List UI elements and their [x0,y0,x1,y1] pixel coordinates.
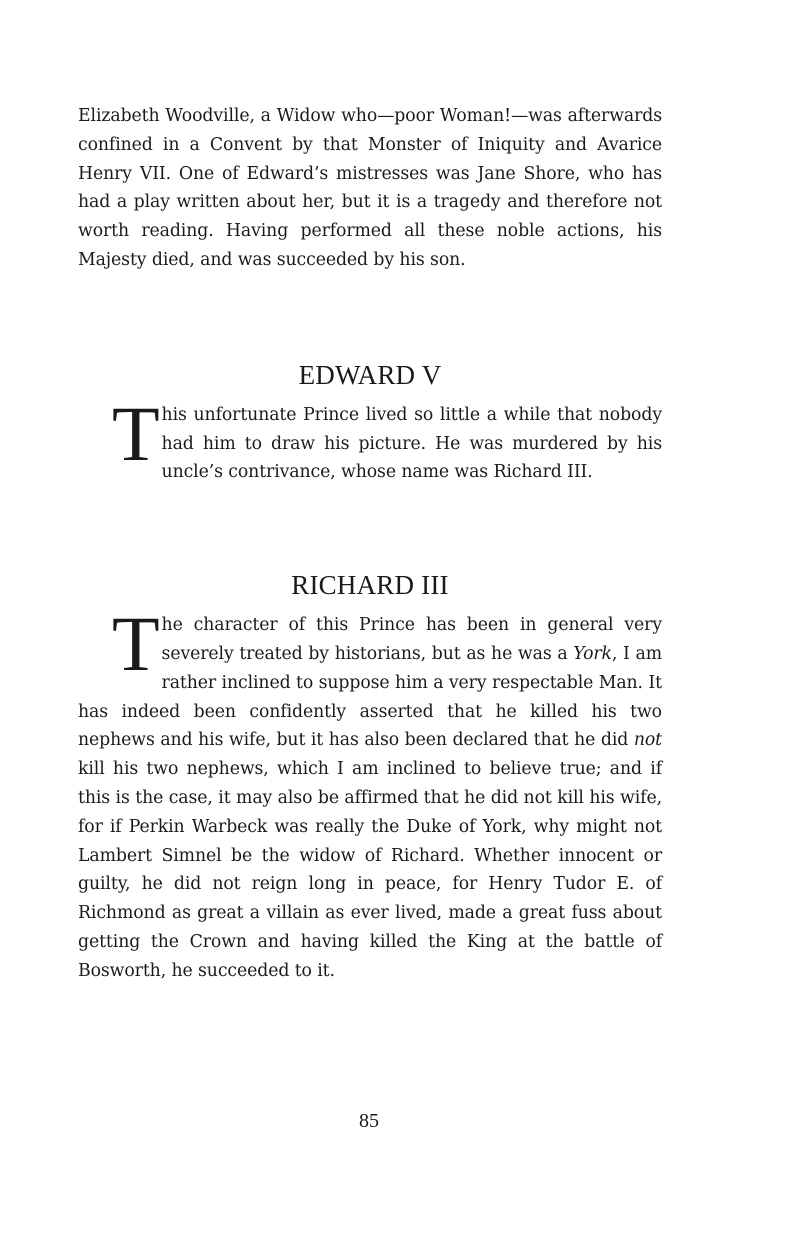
page-body [78,102,662,986]
edward-v-paragraph [78,389,662,487]
richard-iii-paragraph [78,600,662,985]
richard-iii-text-part-2: , I am rather inclined to suppose him a very respectable Man. It has indeed been confidently asserted that he killed his two nephews and his wife, but it has also been declared that he did [78,643,662,751]
richard-iii-text-part-3: kill his two nephews, which I am inclined to believe true; and if this is the case, it may also be affirmed that he did not kill his wife, for if Perkin Warbeck was really the Duke of York, why might not Lambert Simnel be the widow of Richard. Whether innocent or guilty, he did not reign long in peace, for Henry Tudor E. of Richmond as great a villain as ever lived, made a great fuss about getting the Crown and having killed the King at the battle of Bosworth, he succeeded to it. [78,759,662,981]
section-heading-richard-iii: RICHARD III [291,570,449,601]
section-heading-edward-v: EDWARD V [298,359,442,390]
opening-paragraph: Elizabeth Woodville, a Widow who—poor Woman!—was afterwards confined in a Convent by that Monster of Iniquity and Avarice Henry VII. One of Edward’s mistresses was Jane Shore, who has had a play written about her, but it is a tragedy and therefore not worth reading. Having performed all these noble actions, his Majesty died, and was succeeded by his son. [78,106,662,270]
emphasis-york: York [573,643,612,664]
drop-cap: T [112,600,160,688]
edward-v-text: his unfortunate Prince lived so little a while that nobody had him to draw his picture. He was murdered by his uncle’s contrivance, whose name was Richard III. [161,404,662,483]
emphasis-not: not [633,730,662,751]
page-number: 85 [359,1110,379,1132]
drop-cap: T [112,389,160,477]
richard-iii-text-part-1: he character of this Prince has been in general very severely treated by historians, but as he was a [161,615,662,664]
